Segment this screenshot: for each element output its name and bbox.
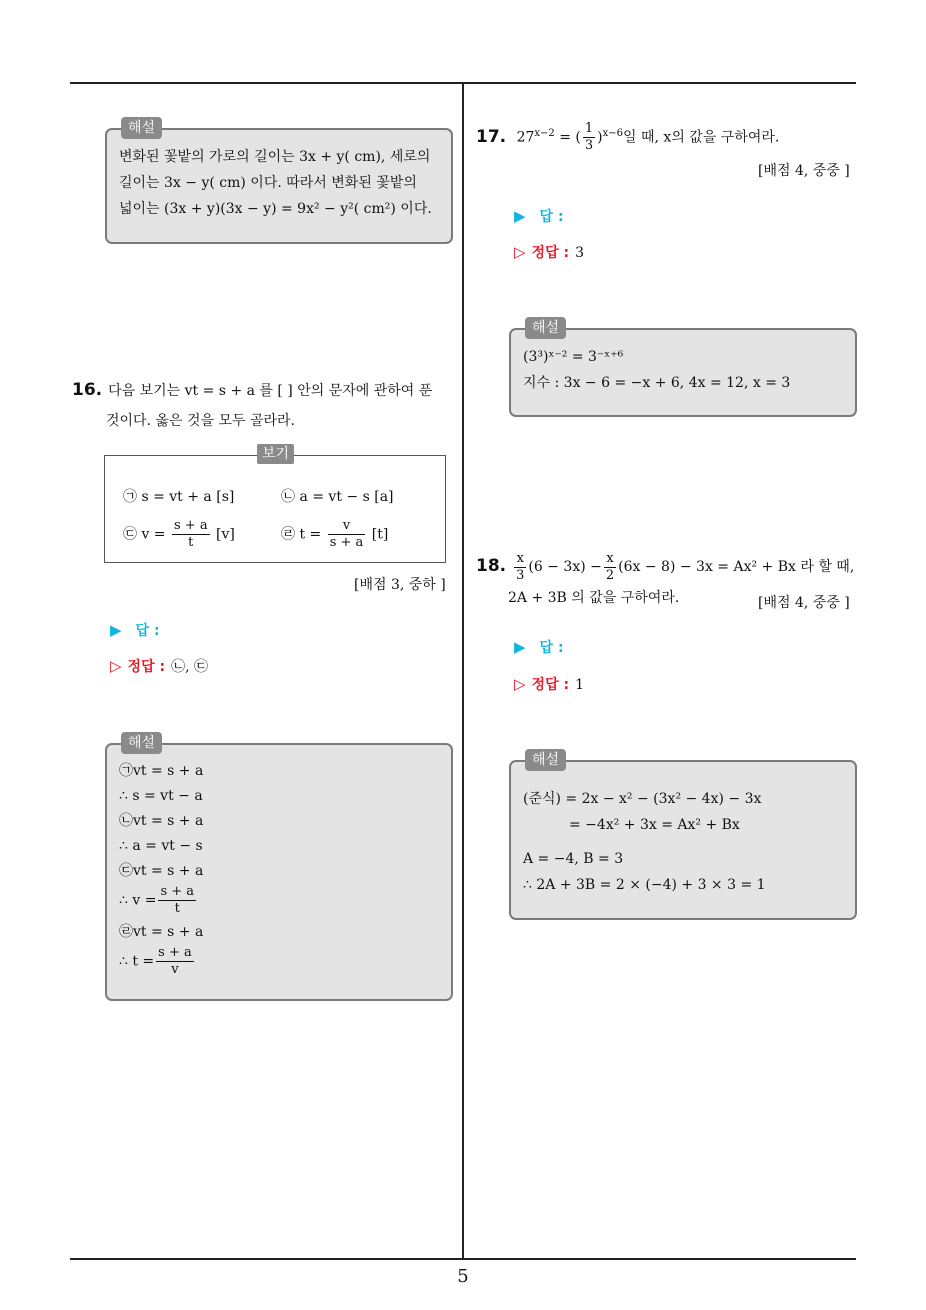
solution-line: 길이는 3x − y( cm) 이다. 따라서 변화된 꽃밭의 bbox=[119, 175, 417, 191]
question-text: 것이다. 옳은 것을 모두 골라라. bbox=[106, 413, 295, 429]
triangle-outline-icon: ▷ bbox=[110, 657, 122, 675]
solution-line: 넓이는 (3x + y)(3x − y) = 9x² − y²( cm²) 이다. bbox=[119, 201, 432, 217]
bottom-rule bbox=[70, 1258, 856, 1260]
solution-tag: 해설 bbox=[525, 749, 566, 771]
solution-tag: 해설 bbox=[121, 117, 162, 139]
triangle-outline-icon: ▷ bbox=[514, 675, 526, 693]
solution-box-18: 해설 (준식) = 2x − x² − (3x² − 4x) − 3x = −4x² + 3x = Ax² + Bx A = −4, B = 3 ∴ 2A + 3B = 2 × (−4) + 3 × 3 = 1 bbox=[509, 760, 857, 920]
answer-row: ▶ 답 : bbox=[110, 621, 160, 639]
example-item-c: ㉢ v = $\frac{s + a}{t}$ [v] bbox=[123, 518, 235, 550]
solution-tag: 해설 bbox=[525, 317, 566, 339]
question-text: 다음 보기는 vt = s + a 를 [ ] 안의 문자에 관하여 푼 bbox=[108, 383, 433, 399]
points-label: [배점 3, 중하 ] bbox=[354, 577, 446, 593]
example-item-d: ㉣ t = $\frac{v}{s + a}$ [t] bbox=[281, 518, 389, 550]
example-tag: 보기 bbox=[257, 444, 294, 464]
question-number: 17. bbox=[476, 126, 507, 147]
correct-answer-row: ▷ 정답 : ㉡, ㉢ bbox=[110, 657, 208, 675]
solution-box-16: 해설 ㉠vt = s + a ∴ s = vt − a ㉡vt = s + a ∴ a = vt − s ㉢vt = s + a ∴ v = $\frac{s + a}{t}$ ㉣vt = s + a ∴ t = $\frac{s + a}{v}$ bbox=[105, 743, 453, 1001]
correct-answer-row: ▷ 정답 : 3 bbox=[514, 243, 584, 261]
example-item-a: ㉠ s = vt + a [s] bbox=[123, 489, 235, 505]
play-icon: ▶ bbox=[110, 621, 122, 639]
question-18: 18. $\frac{x}{3}$ (6 − 3x) − $\frac{x}{2}$ (6x − 8) − 3x = Ax² + Bx 라 할 때, 2A + 3B 의 값을 구하여라. bbox=[476, 550, 855, 606]
triangle-outline-icon: ▷ bbox=[514, 243, 526, 261]
solution-box-17: 해설 (3³)ˣ⁻² = 3⁻ˣ⁺⁶ 지수 : 3x − 6 = −x + 6, 4x = 12, x = 3 bbox=[509, 328, 857, 417]
answer-row: ▶ 답 : bbox=[514, 638, 564, 656]
question-17: 17. $27^{x-2}$ = ( $\frac{1}{3}$ )$^{x-6}$일 때, x의 값을 구하여라. bbox=[476, 121, 780, 154]
answer-row: ▶ 답 : bbox=[514, 207, 564, 225]
question-number: 18. bbox=[476, 556, 507, 576]
play-icon: ▶ bbox=[514, 638, 526, 656]
question-16 bbox=[72, 375, 432, 436]
example-item-b: ㉡ a = vt − s [a] bbox=[281, 489, 394, 505]
column-divider bbox=[462, 83, 464, 1259]
correct-answer-row: ▷ 정답 : 1 bbox=[514, 675, 584, 693]
solution-tag: 해설 bbox=[121, 732, 162, 754]
points-label: [배점 4, 중중 ] bbox=[758, 163, 850, 179]
page-number: 5 bbox=[457, 1266, 469, 1287]
solution-line: 변화된 꽃밭의 가로의 길이는 3x + y( cm), 세로의 bbox=[119, 149, 431, 165]
example-box bbox=[104, 446, 446, 563]
points-label: [배점 4, 중중 ] bbox=[758, 595, 850, 611]
solution-box-15 bbox=[105, 120, 453, 244]
play-icon: ▶ bbox=[514, 207, 526, 225]
question-number: 16. bbox=[72, 380, 103, 400]
